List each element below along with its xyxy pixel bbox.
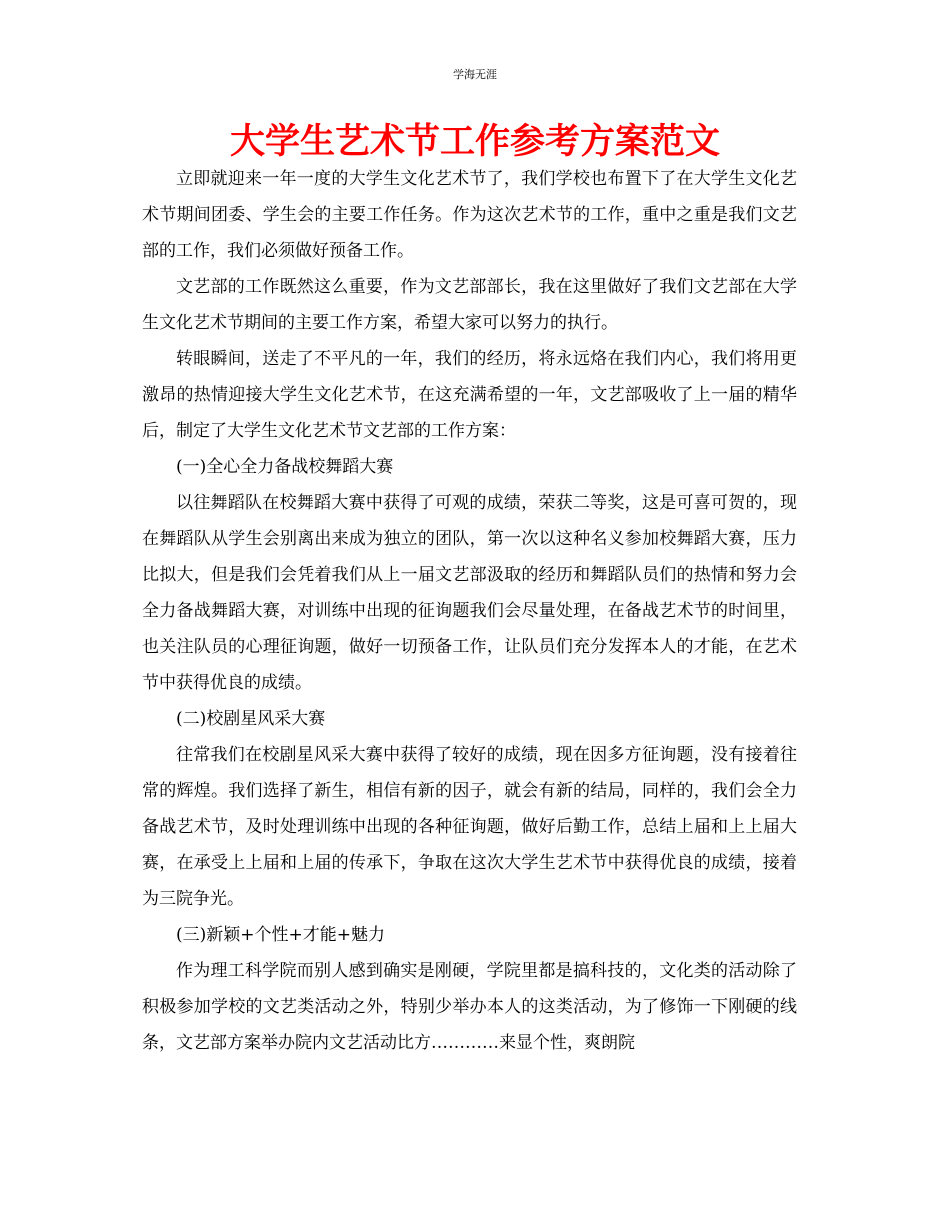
paragraph-overview: 转眼瞬间，送走了不平凡的一年，我们的经历，将永远烙在我们内心，我们将用更激昂的热情迎接大学生文化艺术节，在这充满希望的一年，文艺部吸收了上一届的精华后，制定了大学生文化艺术节文艺部的工作方案： bbox=[142, 349, 797, 441]
page-header: 学海无涯 bbox=[453, 68, 497, 81]
document-title: 大学生艺术节工作参考方案范文 bbox=[229, 122, 720, 162]
section-heading-novelty: (三)新颖+个性+才能+魅力 bbox=[176, 925, 385, 945]
section-heading-drama: (二)校剧星风采大赛 bbox=[176, 709, 326, 729]
section-heading-dance: (一)全心全力备战校舞蹈大赛 bbox=[176, 457, 394, 477]
document-body bbox=[142, 161, 797, 1061]
paragraph-drama: 往常我们在校剧星风采大赛中获得了较好的成绩，现在因多方征询题，没有接着往常的辉煌。我们选择了新生，相信有新的因子，就会有新的结局，同样的，我们会全力备战艺术节，及时处理训练中出现的各种征询题，做好后勤工作，总结上届和上上届大赛，在承受上上届和上届的传承下，争取在这次大学生艺术节中获得优良的成绩，接着为三院争光。 bbox=[142, 745, 797, 909]
paragraph-minister-plan: 文艺部的工作既然这么重要，作为文艺部部长，我在这里做好了我们文艺部在大学生文化艺术节期间的主要工作方案，希望大家可以努力的执行。 bbox=[142, 277, 797, 333]
paragraph-novelty: 作为理工科学院而别人感到确实是刚硬，学院里都是搞科技的，文化类的活动除了积极参加学校的文艺类活动之外，特别少举办本人的这类活动，为了修饰一下刚硬的线条，文艺部方案举办院内文艺活动比方…………来显个性，爽朗院 bbox=[142, 961, 797, 1053]
paragraph-intro: 立即就迎来一年一度的大学生文化艺术节了，我们学校也布置下了在大学生文化艺术节期间团委、学生会的主要工作任务。作为这次艺术节的工作，重中之重是我们文艺部的工作，我们必须做好预备工作。 bbox=[142, 169, 797, 261]
paragraph-dance: 以往舞蹈队在校舞蹈大赛中获得了可观的成绩，荣获二等奖，这是可喜可贺的，现在舞蹈队从学生会别离出来成为独立的团队，第一次以这种名义参加校舞蹈大赛，压力比拟大，但是我们会凭着我们从上一届文艺部汲取的经历和舞蹈队员们的热情和努力会全力备战舞蹈大赛，对训练中出现的征询题我们会尽量处理，在备战艺术节的时间里，也关注队员的心理征询题，做好一切预备工作，让队员们充分发挥本人的才能，在艺术节中获得优良的成绩。 bbox=[142, 493, 797, 693]
